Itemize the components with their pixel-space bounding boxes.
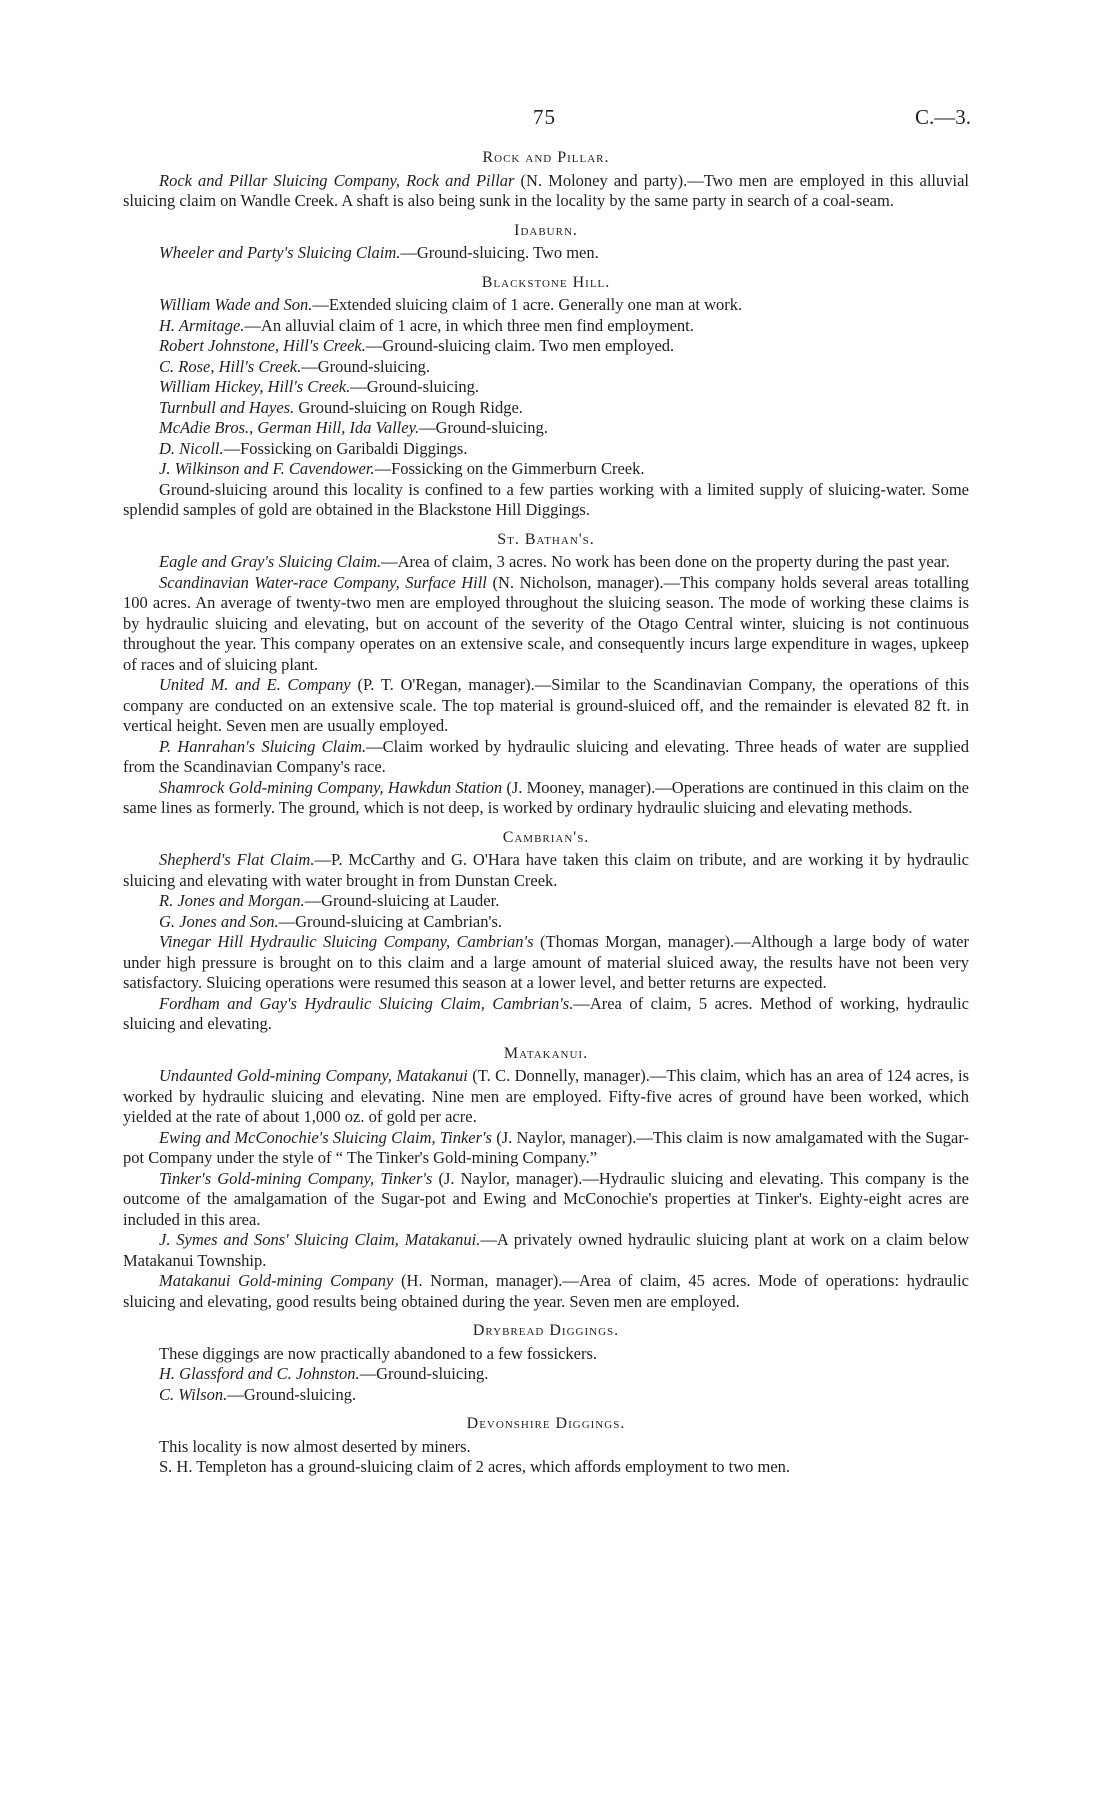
paragraph [123,994,969,1035]
paragraph [123,316,969,337]
paragraph-text: Ground-sluicing around this locality is confined to a few parties working with a limited supply of sluicing-water. Some splendid samples of gold are obtained in the Blackstone Hill Diggings. [123,479,969,519]
paragraph-text: —Ground-sluicing at Cambrian's. [278,911,503,931]
claim-name: United M. and E. Company [159,675,351,694]
paragraph-text: —Fossicking on Garibaldi Diggings. [223,438,468,458]
claim-name: H. Armitage. [159,315,245,335]
claim-name: G. Jones and Son. [159,911,279,931]
claim-name: C. Wilson. [159,1384,228,1404]
claim-name: Ewing and McConochie's Sluicing Claim, Tinker's [159,1127,492,1147]
paragraph-text: (P. T. O'Regan, manager).—Similar to the Scandinavian Company, the operations of this company are conducted on an extensive scale. The top material is ground-sluiced off, and the remainder is elevated 82 ft. in vertical height. Seven men are usually employed. [123,675,969,735]
paragraph [123,1364,969,1385]
paragraph-text: —Claim worked by hydraulic sluicing and elevating. Three heads of water are supplied from the Scandinavian Company's race. [123,736,970,776]
claim-name: William Hickey, Hill's Creek. [159,377,351,396]
document-reference: C.—3. [914,105,971,129]
claim-name: Fordham and Gay's Hydraulic Sluicing Claim, Cambrian's. [159,993,574,1013]
paragraph [123,737,969,778]
claim-name: Undaunted Gold-mining Company, Matakanui [159,1066,468,1085]
paragraph [123,1271,969,1312]
paragraph-text: —Ground-sluicing. [359,1364,489,1383]
paragraph-text: These diggings are now practically abandoned to a few fossickers. [159,1343,598,1363]
paragraph [123,295,969,316]
claim-name: Rock and Pillar Sluicing Company, Rock and Pillar [159,170,515,190]
paragraph-text: —Area of claim, 5 acres. Method of working, hydraulic sluicing and elevating. [123,993,970,1033]
paragraph [123,891,969,912]
paragraph-text: —Ground-sluicing claim. Two men employed. [365,336,675,355]
paragraph-text: (Thomas Morgan, manager).—Although a large body of water under high pressure is brought on to this claim and a large amount of material sluiced away, the results have not been very satisfactory. Sluicing operations were resumed this season at a lower level, and better returns are expected. [123,932,969,992]
paragraph-text: (J. Naylor, manager).—Hydraulic sluicing and elevating. This company is the outcome of the amalgamation of the Sugar-pot and Ewing and McConochie's properties at Tinker's. Eighty-eight acres are included in this area. [123,1168,969,1229]
paragraph-text: This locality is now almost deserted by miners. [159,1436,471,1456]
claim-name: Matakanui Gold-mining Company [159,1271,394,1290]
paragraph [123,243,969,264]
paragraph [123,398,969,419]
paragraph [123,1230,969,1271]
paragraph [123,932,969,994]
paragraph [123,1344,969,1365]
paragraph-text: —Ground-sluicing. [350,377,480,396]
page-header [0,105,1114,135]
paragraph [123,336,969,357]
paragraph [123,1169,969,1231]
paragraph-text: (N. Moloney and party).—Two men are employed in this alluvial sluicing claim on Wandle Creek. A shaft is also being sunk in the locality by the same party in search of a coal-seam. [123,170,969,210]
claim-name: J. Wilkinson and F. Cavendower. [159,459,375,478]
paragraph-text: —Fossicking on the Gimmerburn Creek. [374,459,645,478]
claim-name: William Wade and Son. [159,295,313,314]
paragraph [123,912,969,933]
paragraph [123,171,969,212]
section-heading: Devonshire Diggings. [466,1415,626,1432]
paragraph [123,1437,969,1458]
paragraph [123,1128,969,1169]
paragraph-text: (J. Naylor, manager).—This claim is now amalgamated with the Sugar-pot Company under the style of “ The Tinker's Gold-mining Company.” [123,1127,969,1167]
paragraph-text: S. H. Templeton has a ground-sluicing claim of 2 acres, which affords employment to two men. [159,1457,791,1476]
claim-name: C. Rose, Hill's Creek. [159,356,302,376]
claim-name: Shamrock Gold-mining Company, Hawkdun Station [159,777,503,797]
paragraph-text: Ground-sluicing on Rough Ridge. [294,397,523,417]
claim-name: Shepherd's Flat Claim. [159,850,315,869]
paragraph [123,357,969,378]
page-body [123,148,969,1478]
paragraph-text: —Ground-sluicing. Two men. [400,243,599,262]
section-heading: Blackstone Hill. [481,273,611,291]
paragraph [123,439,969,460]
paragraph [123,850,969,891]
claim-name: Turnbull and Hayes. [159,397,295,417]
section-heading: Matakanui. [503,1044,589,1062]
claim-name: Robert Johnstone, Hill's Creek. [159,336,366,355]
claim-name: Wheeler and Party's Sluicing Claim. [159,243,401,262]
paragraph-text: —Area of claim, 3 acres. No work has been done on the property during the past year. [381,552,950,571]
claim-name: J. Symes and Sons' Sluicing Claim, Matakanui. [159,1230,481,1249]
claim-name: P. Hanrahan's Sluicing Claim. [159,736,367,756]
claim-name: Scandinavian Water-race Company, Surface Hill [159,572,487,592]
paragraph-text: —An alluvial claim of 1 acre, in which three men find employment. [244,315,694,335]
paragraph-text: —Ground-sluicing. [301,356,431,376]
claim-name: Vinegar Hill Hydraulic Sluicing Company, Cambrian's [159,932,534,951]
claim-name: McAdie Bros., German Hill, Ida Valley. [159,418,420,437]
paragraph [123,778,969,819]
claim-name: Tinker's Gold-mining Company, Tinker's [159,1168,433,1188]
paragraph-text: (H. Norman, manager).—Area of claim, 45 acres. Mode of operations: hydraulic sluicing and elevating, good results being obtained during the year. Seven men are employed. [123,1271,969,1311]
paragraph-text: —Ground-sluicing. [419,418,548,437]
paragraph-text: —Extended sluicing claim of 1 acre. Generally one man at work. [312,295,743,314]
paragraph [123,573,969,676]
paragraph [123,1066,969,1128]
section-heading: Idaburn. [514,221,578,239]
page-number: 75 [533,105,556,129]
paragraph [123,552,969,573]
paragraph-text: (N. Nicholson, manager).—This company holds several areas totalling 100 acres. An average of twenty-two men are employed throughout the sluicing season. The mode of working these claims is by hydraulic sluicing and elevating, but on account of the severity of the Otago Central winter, sluicing is not continuous throughout the year. This company operates on an extensive scale, and consequently incurs large expenditure in wages, upkeep of races and of sluicing plant. [123,572,969,674]
section-heading: St. Bathan's. [497,530,595,548]
section-heading: Drybread Diggings. [472,1322,620,1339]
claim-name: H. Glassford and C. Johnston. [159,1364,360,1383]
paragraph-text: —P. McCarthy and G. O'Hara have taken this claim on tribute, and are working it by hydraulic sluicing and elevating with water brought in from Dunstan Creek. [123,850,970,890]
paragraph-text: —Ground-sluicing. [227,1384,357,1404]
claim-name: R. Jones and Morgan. [159,891,305,910]
paragraph [123,675,969,737]
paragraph [123,480,969,521]
paragraph [123,1457,969,1478]
claim-name: Eagle and Gray's Sluicing Claim. [159,552,382,571]
paragraph-text: —Ground-sluicing at Lauder. [304,891,500,910]
section-heading: Rock and Pillar. [482,149,610,166]
paragraph [123,1385,969,1406]
paragraph-text: (J. Mooney, manager).—Operations are continued in this claim on the same lines as formerly. The ground, which is not deep, is worked by ordinary hydraulic sluicing and elevating methods. [123,777,969,817]
paragraph [123,459,969,480]
paragraph-text: (T. C. Donnelly, manager).—This claim, which has an area of 124 acres, is worked by hydraulic sluicing and elevating. Nine men are employed. Fifty-five acres of ground have been worked, which yielded at the rate of about 1,000 oz. of gold per acre. [123,1066,969,1126]
paragraph-text: —A privately owned hydraulic sluicing plant at work on a claim below Matakanui Township. [123,1230,969,1270]
paragraph [123,377,969,398]
claim-name: D. Nicoll. [159,438,224,458]
paragraph [123,418,969,439]
section-heading: Cambrian's. [502,828,590,846]
